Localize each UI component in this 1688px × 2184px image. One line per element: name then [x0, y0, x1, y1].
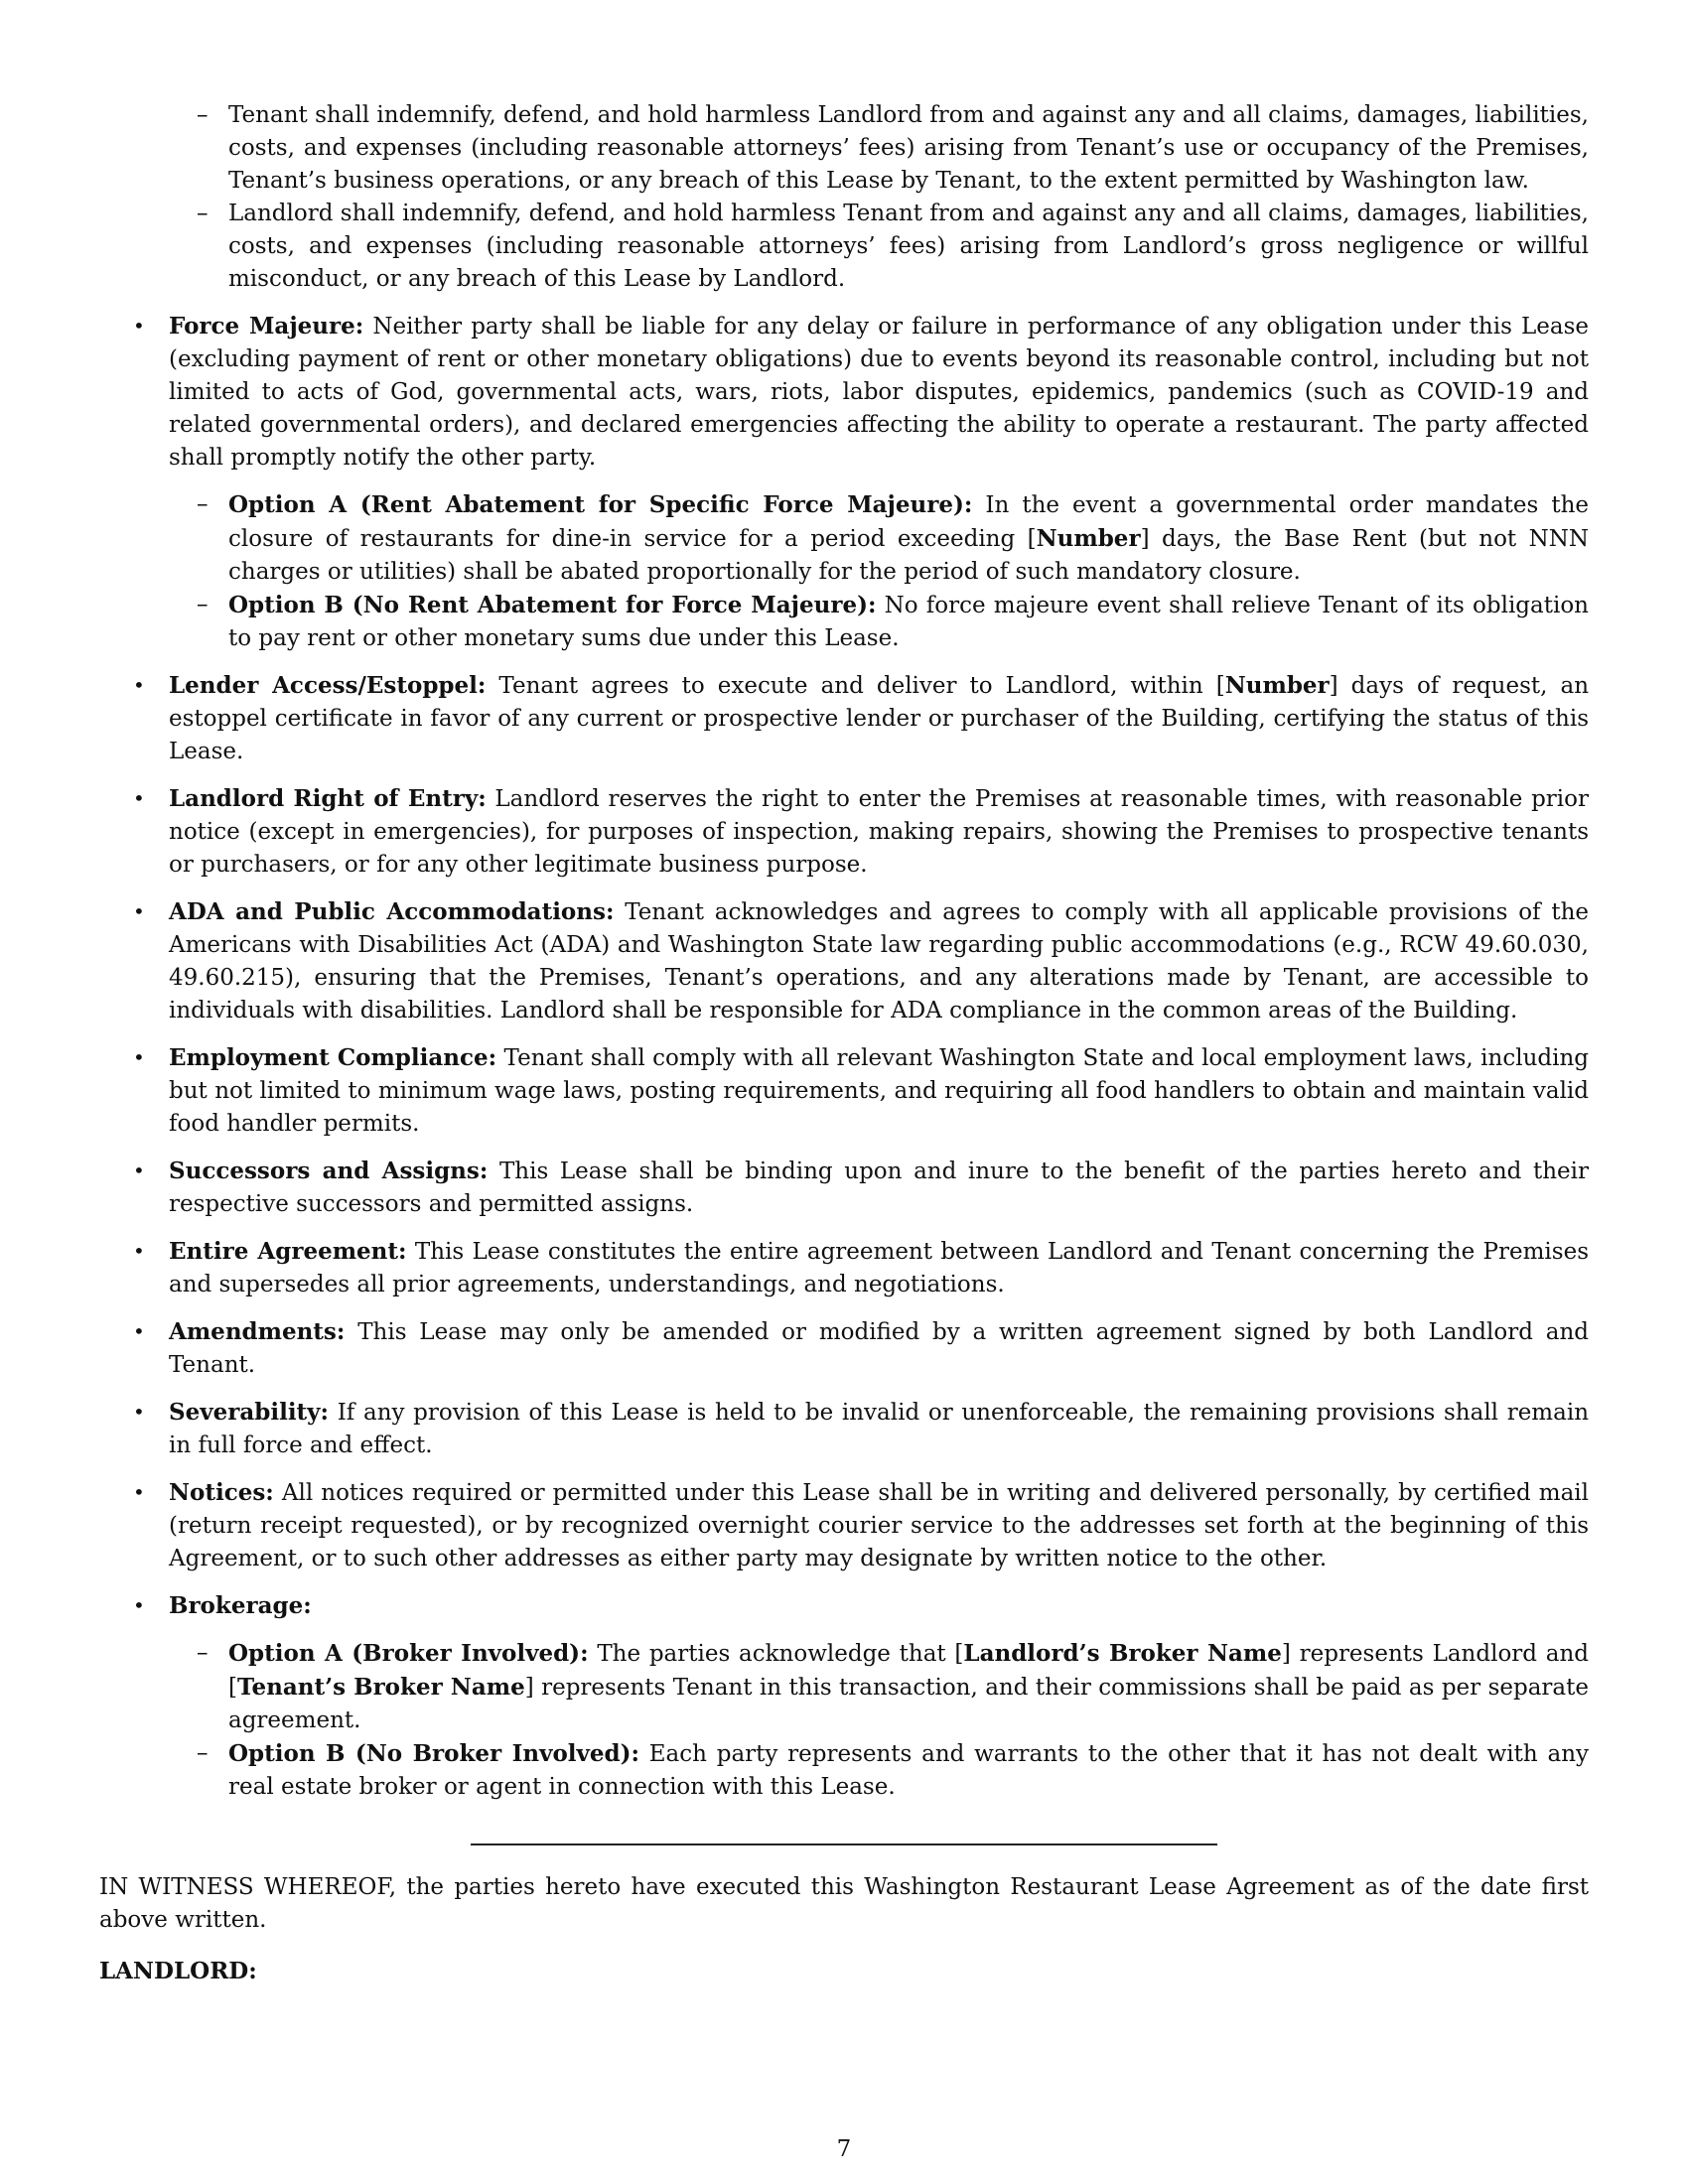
indemnification-tenant-item	[99, 99, 1589, 198]
bullet-marker: •	[133, 673, 145, 697]
brokerage-option-a-mid: ] represents Landlord and [	[228, 1641, 1590, 1701]
right-of-entry-heading: Landlord Right of Entry:	[169, 785, 487, 812]
entire-agreement-text: This Lease constitutes the entire agreement between Landlord and Tenant concerning the Premises and supersedes all prior agreements, understandings, and negotiations.	[169, 1239, 1589, 1297]
dash-marker: –	[197, 102, 209, 128]
bullet-marker: •	[133, 1045, 145, 1069]
amendments-item	[99, 1315, 1589, 1382]
bullet-marker: •	[133, 1593, 145, 1617]
force-majeure-option-b-text: No force majeure event shall relieve Tenant of its obligation to pay rent or other monetary sums due under this Lease.	[228, 593, 1589, 651]
horizontal-rule	[471, 1843, 1217, 1845]
successors-item	[99, 1155, 1589, 1221]
successors-text: This Lease shall be binding upon and inure to the benefit of the parties hereto and their respective successors and permitted assigns.	[169, 1159, 1590, 1217]
brokerage-option-b-heading: Option B (No Broker Involved):	[228, 1740, 639, 1767]
employment-heading: Employment Compliance:	[169, 1044, 497, 1071]
force-majeure-item	[99, 310, 1589, 475]
brokerage-option-a	[99, 1637, 1589, 1737]
force-majeure-option-a-pre: In the event a governmental order mandates the closure of restaurants for dine-in service for a period exceeding [	[228, 492, 1590, 552]
severability-text: If any provision of this Lease is held to be invalid or unenforceable, the remaining provisions shall remain in full force and effect.	[169, 1400, 1590, 1458]
force-majeure-text: Neither party shall be liable for any delay or failure in performance of any obligation under this Lease (excluding payment of rent or other monetary obligations) due to events beyond its reasonable control, including but not limited to acts of God, governmental acts, wars, riots, labor disputes, epidemics, pandemics (such as COVID-19 and related governmental orders), and declared emergencies affecting the ability to operate a restaurant. The party affected shall promptly notify the other party.	[169, 314, 1589, 471]
number-placeholder: Number	[1224, 672, 1330, 699]
indemnification-landlord-text: Landlord shall indemnify, defend, and hold harmless Tenant from and against any and all claims, damages, liabilities, costs, and expenses (including reasonable attorneys’ fees) arising from Landlord’s gross negligence or willful misconduct, or any breach of this Lease by Landlord.	[228, 201, 1589, 292]
bullet-marker: •	[133, 786, 145, 810]
force-majeure-option-b-heading: Option B (No Rent Abatement for Force Majeure):	[228, 592, 877, 618]
landlord-signature-label: LANDLORD:	[99, 1958, 257, 1984]
successors-heading: Successors and Assigns:	[169, 1158, 489, 1184]
force-majeure-option-a-heading: Option A (Rent Abatement for Specific Force Majeure):	[228, 491, 973, 518]
severability-heading: Severability:	[169, 1399, 330, 1426]
severability-item	[99, 1396, 1589, 1462]
entire-agreement-heading: Entire Agreement:	[169, 1238, 407, 1265]
dash-marker: –	[197, 491, 209, 517]
bullet-marker: •	[133, 1480, 145, 1504]
dash-marker: –	[197, 1740, 209, 1766]
brokerage-option-b	[99, 1737, 1589, 1804]
lender-access-post: ] days of request, an estoppel certificate in favor of any current or prospective lender or purchaser of the Building, certifying the status of this Lease.	[169, 673, 1590, 764]
dash-marker: –	[197, 1640, 209, 1666]
brokerage-option-a-pre: The parties acknowledge that [	[597, 1641, 964, 1667]
ada-text: Tenant acknowledges and agrees to comply with all applicable provisions of the Americans with Disabilities Act (ADA) and Washington State law regarding public accommodations (e.g., RCW 49.60.030, 49.60.215), ensuring that the Premises, Tenant’s operations, and any alterations made by Tenant, are accessible to individuals with disabilities. Landlord shall be responsible for ADA compliance in the common areas of the Building.	[169, 899, 1590, 1024]
lender-access-pre: Tenant agrees to execute and deliver to Landlord, within [	[498, 673, 1225, 699]
entire-agreement-item	[99, 1235, 1589, 1301]
bullet-marker: •	[133, 899, 145, 923]
notices-item	[99, 1476, 1589, 1575]
brokerage-option-a-heading: Option A (Broker Involved):	[228, 1640, 589, 1667]
bullet-marker: •	[133, 314, 145, 338]
amendments-text: This Lease may only be amended or modified by a written agreement signed by both Landlord and Tenant.	[169, 1319, 1589, 1378]
tenant-broker-placeholder: Tenant’s Broker Name	[236, 1674, 525, 1701]
indemnification-landlord-item	[99, 198, 1589, 296]
brokerage-option-a-post: ] represents Tenant in this transaction, and their commissions shall be paid as per separate agreement.	[228, 1675, 1589, 1733]
bullet-marker: •	[133, 1400, 145, 1424]
page-number: 7	[836, 2136, 852, 2162]
bullet-marker: •	[133, 1319, 145, 1343]
witness-statement: IN WITNESS WHEREOF, the parties hereto have executed this Washington Restaurant Lease Agreement as of the date first above written.	[99, 1874, 1589, 1933]
landlord-broker-placeholder: Landlord’s Broker Name	[963, 1640, 1282, 1667]
lender-access-heading: Lender Access/Estoppel:	[169, 672, 487, 699]
notices-text: All notices required or permitted under this Lease shall be in writing and delivered personally, by certified mail (return receipt requested), or by recognized overnight courier service to the addresses set forth at the beginning of this Agreement, or to such other addresses as either party may designate by written notice to the other.	[169, 1480, 1590, 1571]
right-of-entry-item	[99, 782, 1589, 882]
force-majeure-option-b	[99, 589, 1589, 655]
lender-access-item	[99, 669, 1589, 768]
force-majeure-heading: Force Majeure:	[169, 313, 364, 340]
ada-item	[99, 895, 1589, 1027]
indemnification-tenant-text: Tenant shall indemnify, defend, and hold harmless Landlord from and against any and all claims, damages, liabilities, costs, and expenses (including reasonable attorneys’ fees) arising from Tenant’s use or occupancy of the Premises, Tenant’s business operations, or any breach of this Lease by Tenant, to the extent permitted by Washington law.	[228, 102, 1589, 194]
right-of-entry-text: Landlord reserves the right to enter the Premises at reasonable times, with reasonable prior notice (except in emergencies), for purposes of inspection, making repairs, showing the Premises to prospective tenants or purchasers, or for any other legitimate business purpose.	[169, 786, 1589, 878]
force-majeure-option-a	[99, 488, 1589, 589]
brokerage-item	[99, 1589, 1589, 1623]
dash-marker: –	[197, 592, 209, 617]
employment-item	[99, 1041, 1589, 1141]
bullet-marker: •	[133, 1159, 145, 1182]
ada-heading: ADA and Public Accommodations:	[169, 898, 615, 925]
bullet-marker: •	[133, 1239, 145, 1263]
dash-marker: –	[197, 201, 209, 226]
document-body	[99, 99, 1589, 1987]
brokerage-heading: Brokerage:	[169, 1592, 312, 1619]
brokerage-option-b-text: Each party represents and warrants to the other that it has not dealt with any real estate broker or agent in connection with this Lease.	[228, 1741, 1589, 1800]
force-majeure-option-a-post: ] days, the Base Rent (but not NNN charges or utilities) shall be abated proportionally for the period of such mandatory closure.	[228, 526, 1589, 585]
notices-heading: Notices:	[169, 1479, 274, 1506]
employment-text: Tenant shall comply with all relevant Washington State and local employment laws, including but not limited to minimum wage laws, posting requirements, and requiring all food handlers to obtain and maintain valid food handler permits.	[169, 1045, 1589, 1137]
amendments-heading: Amendments:	[169, 1318, 346, 1345]
number-placeholder: Number	[1036, 525, 1141, 552]
